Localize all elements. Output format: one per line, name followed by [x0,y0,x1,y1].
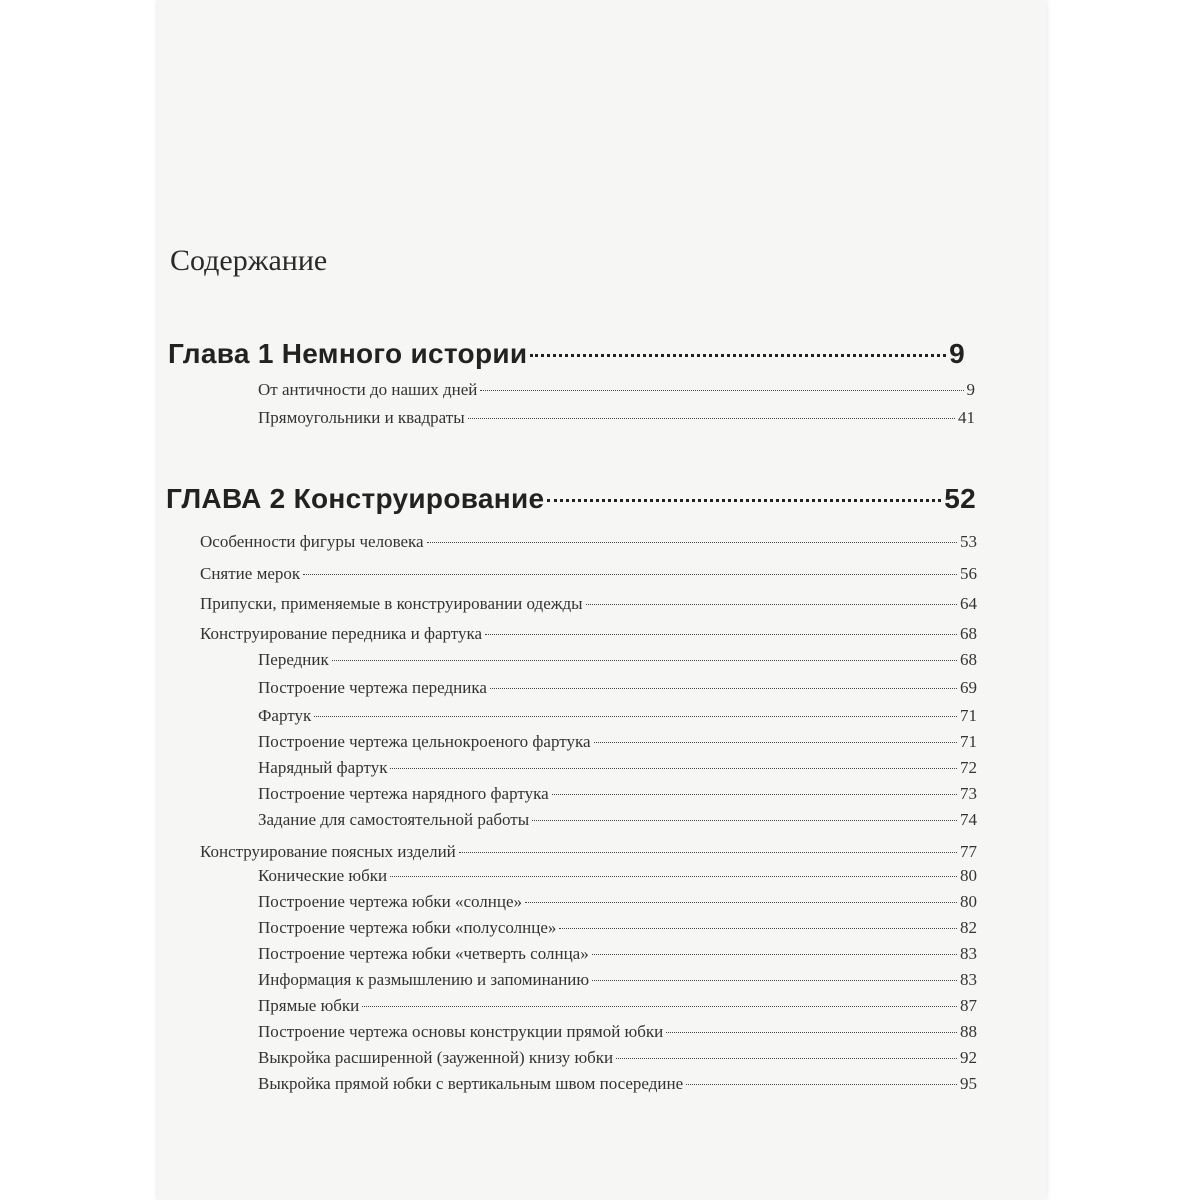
page-number: 80 [960,892,977,911]
toc-entry [258,996,977,1016]
toc-entry [258,866,977,886]
leader-dots [616,1058,957,1059]
leader-dots [390,768,957,769]
page-number: 52 [944,483,976,514]
entry-title: Построение чертежа юбки «полусолнце» [258,918,557,937]
leader-dots [592,954,957,955]
page-number: 64 [960,594,977,613]
entry-title: Особенности фигуры человека [200,532,424,551]
page-number: 80 [960,866,977,885]
page-number: 69 [960,678,977,697]
leader-dots [530,354,946,357]
leader-dots [547,499,941,502]
page-number: 41 [958,408,975,427]
toc-entry [258,650,977,670]
entry-title: Снятие мерок [200,564,301,583]
leader-dots [480,390,963,391]
page-number: 73 [960,784,977,803]
leader-dots [314,716,957,717]
entry-title: Конструирование поясных изделий [200,842,456,861]
entry-title: Построение чертежа цельнокроеного фартука [258,732,591,751]
page-number: 92 [960,1048,977,1067]
toc-entry [200,624,977,644]
toc-entry [258,678,977,698]
entry-title: От античности до наших дней [258,380,478,399]
page-number: 88 [960,1022,977,1041]
leader-dots [362,1006,957,1007]
chapter-2-row [166,483,976,515]
entry-title: Информация к размышлению и запоминанию [258,970,590,989]
page-number: 95 [960,1074,977,1093]
entry-title: Конструирование передника и фартука [200,624,483,643]
entry-title: Задание для самостоятельной работы [258,810,530,829]
toc-entry [200,842,977,862]
entry-title: Выкройка прямой юбки с вертикальным швом посередине [258,1074,684,1093]
page-number: 56 [960,564,977,583]
leader-dots [303,574,957,575]
page-number: 83 [960,944,977,963]
entry-title: Конические юбки [258,866,388,885]
leader-dots [459,852,957,853]
toc-entry [258,1074,977,1094]
toc-entry [258,810,977,830]
toc-heading: Содержание [170,244,328,277]
toc-entry [200,564,977,584]
leader-dots [559,928,957,929]
leader-dots [552,794,957,795]
leader-dots [592,980,957,981]
leader-dots [594,742,958,743]
leader-dots [525,902,957,903]
entry-title: Построение чертежа передника [258,678,487,697]
toc-entry [200,532,977,552]
page-number: 87 [960,996,977,1015]
leader-dots [427,542,957,543]
toc-entry [258,1048,977,1068]
page-number: 82 [960,918,977,937]
page-number: 74 [960,810,977,829]
toc-entry [200,594,977,614]
entry-title: Выкройка расширенной (зауженной) книзу юбки [258,1048,614,1067]
page-number: 71 [960,706,977,725]
entry-title: Построение чертежа юбки «солнце» [258,892,523,911]
entry-title: Передник [258,650,329,669]
page-number: 9 [949,338,965,369]
toc-entry [258,784,977,804]
toc-entry [258,380,975,400]
page-number: 83 [960,970,977,989]
page-number: 9 [966,380,975,399]
leader-dots [490,688,957,689]
toc-entry [258,706,977,726]
entry-title: Построение чертежа юбки «четверть солнца» [258,944,589,963]
leader-dots [666,1032,957,1033]
entry-title: Нарядный фартук [258,758,388,777]
leader-dots [390,876,957,877]
entry-title: Прямые юбки [258,996,360,1015]
page-number: 77 [960,842,977,861]
toc-entry [258,970,977,990]
toc-entry [258,892,977,912]
toc-entry [258,918,977,938]
entry-title: Построение чертежа основы конструкции прямой юбки [258,1022,664,1041]
page-number: 68 [960,624,977,643]
page-number: 71 [960,732,977,751]
page-number: 72 [960,758,977,777]
leader-dots [532,820,957,821]
toc-entry [258,732,977,752]
toc-entry [258,758,977,778]
chapter-title: ГЛАВА 2 Конструирование [166,483,545,514]
chapter-title: Глава 1 Немного истории [168,338,528,369]
chapter-1-row [168,338,965,370]
leader-dots [468,418,955,419]
toc-entry [258,408,975,428]
leader-dots [586,604,957,605]
page-number: 68 [960,650,977,669]
leader-dots [332,660,957,661]
page-number: 53 [960,532,977,551]
entry-title: Построение чертежа нарядного фартука [258,784,549,803]
entry-title: Фартук [258,706,312,725]
entry-title: Припуски, применяемые в конструировании одежды [200,594,583,613]
leader-dots [485,634,957,635]
entry-title: Прямоугольники и квадраты [258,408,465,427]
toc-entry [258,944,977,964]
toc-entry [258,1022,977,1042]
leader-dots [686,1084,957,1085]
